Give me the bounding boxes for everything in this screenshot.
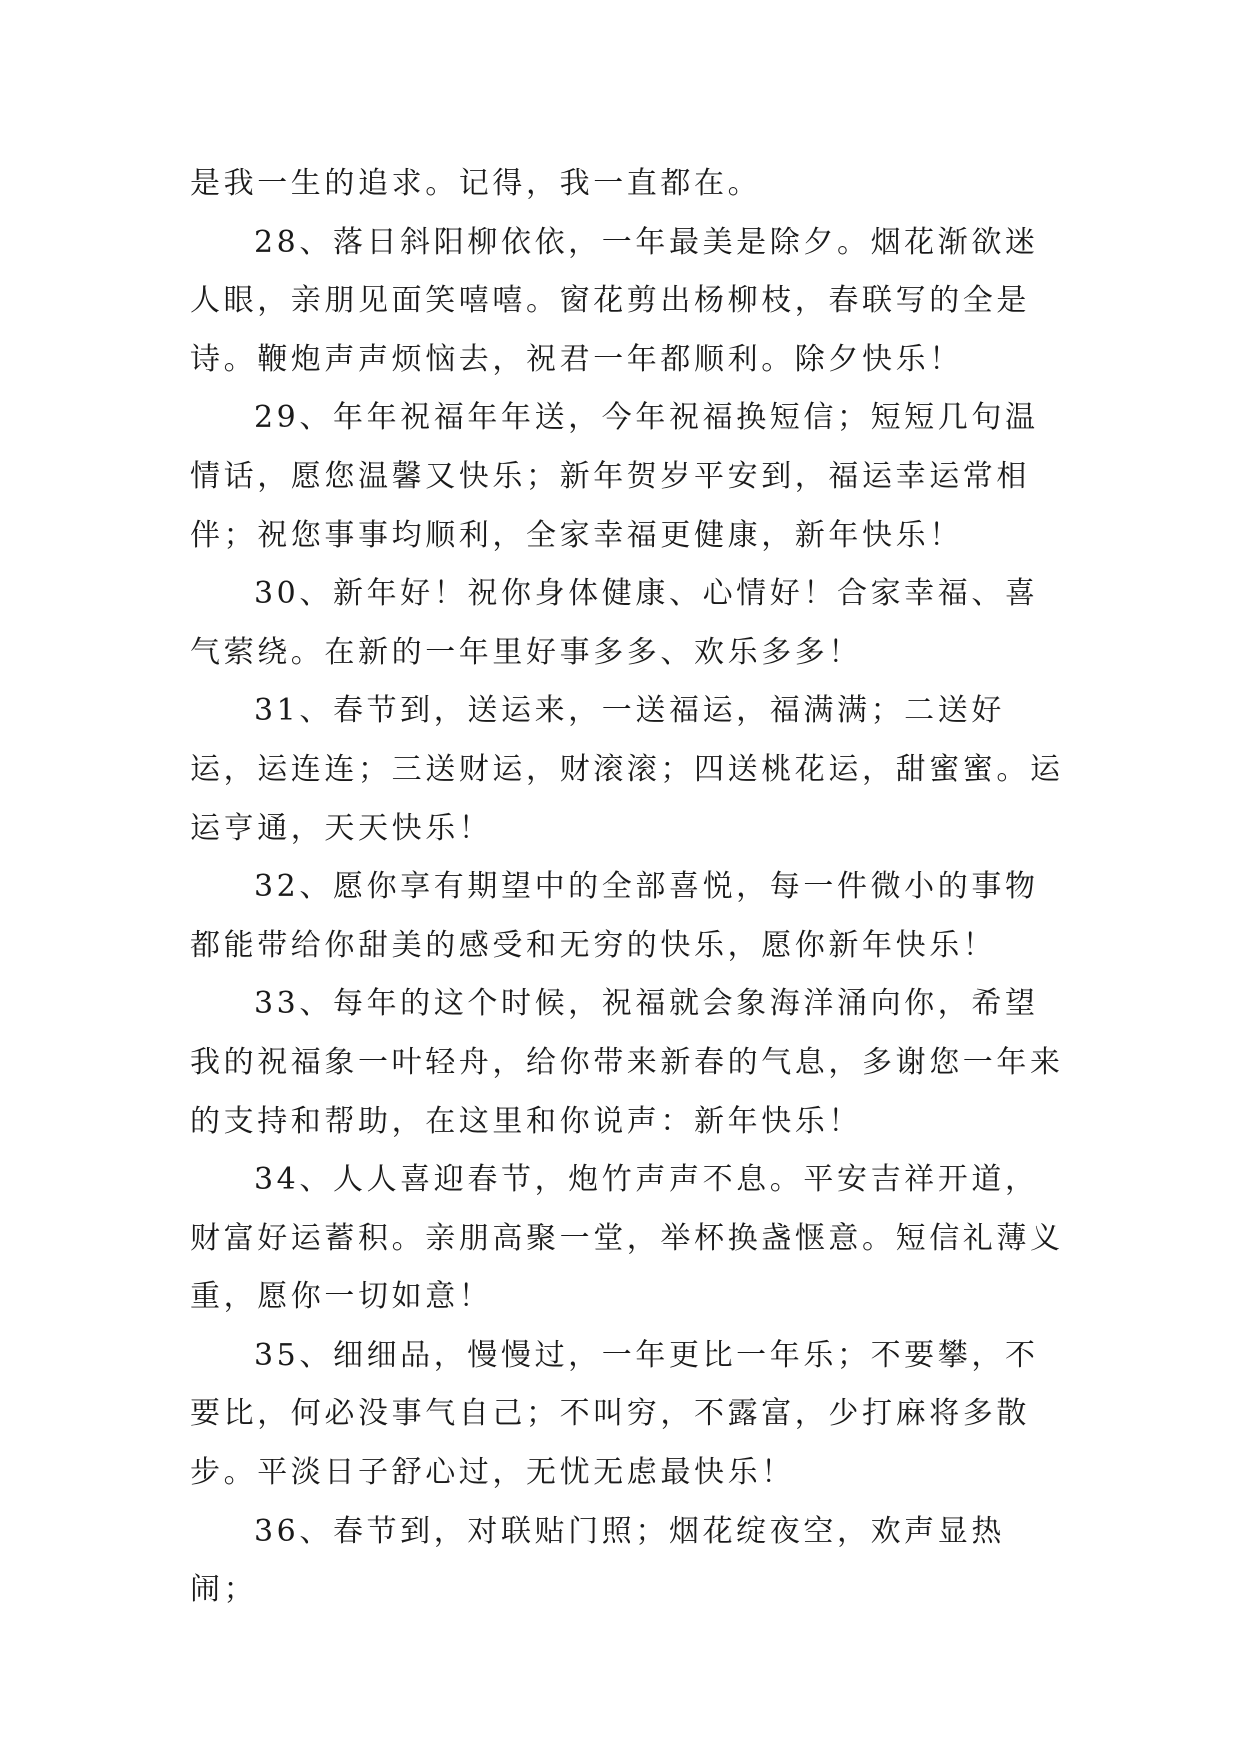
document-body [190,155,1070,1620]
paragraph: 28、落日斜阳柳依依，一年最美是除夕。烟花渐欲迷人眼，亲朋见面笑嘻嘻。窗花剪出杨柳枝，春联写的全是诗。鞭炮声声烦恼去，祝君一年都顺利。除夕快乐！ [190,224,1039,377]
paragraph: 32、愿你享有期望中的全部喜悦，每一件微小的事物都能带给你甜美的感受和无穷的快乐，愿你新年快乐！ [190,869,1039,963]
paragraph: 29、年年祝福年年送，今年祝福换短信；短短几句温情话，愿您温馨又快乐；新年贺岁平安到，福运幸运常相伴；祝您事事均顺利，全家幸福更健康，新年快乐！ [190,400,1039,553]
paragraph: 35、细细品，慢慢过，一年更比一年乐；不要攀，不要比，何必没事气自己；不叫穷，不露富，少打麻将多散步。平淡日子舒心过，无忧无虑最快乐！ [190,1337,1039,1491]
paragraph: 36、春节到，对联贴门照；烟花绽夜空，欢声显热闹； [190,1513,1005,1608]
paragraph: 是我一生的追求。记得，我一直都在。 [190,166,762,201]
paragraph: 33、每年的这个时候，祝福就会象海洋涌向你，希望我的祝福象一叶轻舟，给你带来新春的气息，多谢您一年来的支持和帮助，在这里和你说声：新年快乐！ [190,986,1064,1139]
paragraph: 30、新年好！祝你身体健康、心情好！合家幸福、喜气萦绕。在新的一年里好事多多、欢乐多多！ [190,576,1039,670]
paragraph: 34、人人喜迎春节，炮竹声声不息。平安吉祥开道，财富好运蓄积。亲朋高聚一堂，举杯换盏惬意。短信礼薄义重，愿你一切如意！ [190,1162,1064,1315]
paragraph: 31、春节到，送运来，一送福运，福满满；二送好运，运连连；三送财运，财滚滚；四送桃花运，甜蜜蜜。运运亨通，天天快乐！ [190,693,1064,846]
